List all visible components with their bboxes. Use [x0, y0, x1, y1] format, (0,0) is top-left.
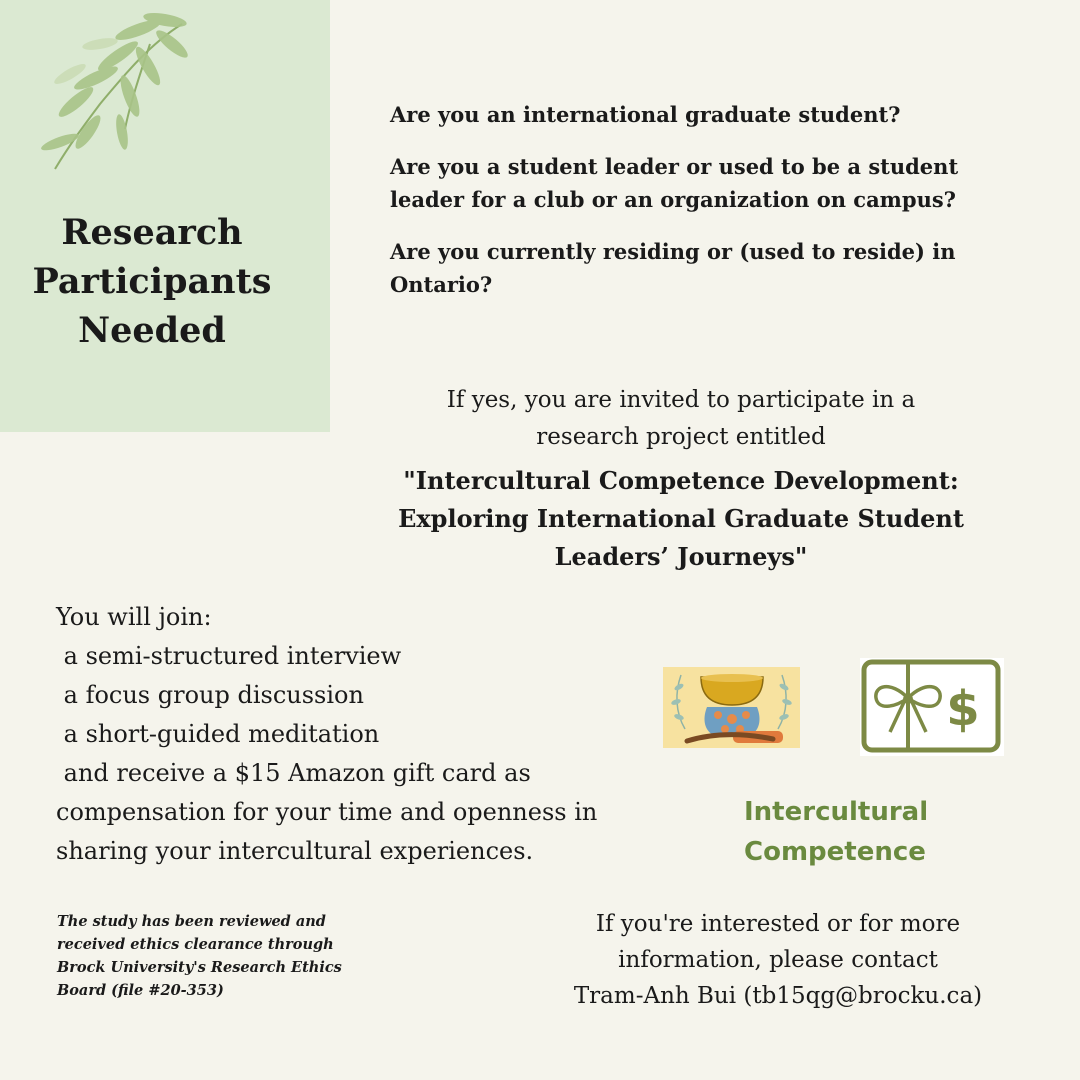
svg-text:$: $	[946, 681, 980, 737]
join-line: You will join:	[56, 603, 212, 631]
question-line: Are you an international graduate student?	[390, 102, 901, 127]
join-line: a short-guided meditation	[56, 720, 380, 748]
question	[390, 150, 1070, 216]
intercultural-competence-label	[744, 792, 964, 872]
join-line: a semi-structured interview	[56, 642, 402, 670]
invite-line: If yes, you are invited to participate in a	[446, 387, 916, 413]
invitation-text	[366, 382, 996, 456]
contact-info	[556, 906, 1000, 1014]
ethics-line: Board (file #20-353)	[57, 982, 224, 999]
ethics-line: received ethics clearance through	[57, 936, 334, 953]
contact-line: information, please contact	[618, 947, 938, 973]
label-line: Competence	[744, 837, 926, 867]
leaves-decoration-icon	[30, 4, 200, 174]
page-title	[0, 208, 304, 355]
join-line: sharing your intercultural experiences.	[56, 837, 534, 865]
project-title-line: Leaders’ Journeys"	[554, 542, 808, 571]
invite-line: research project entitled	[536, 424, 826, 450]
ethics-line: Brock University's Research Ethics	[57, 959, 342, 976]
participation-details	[56, 598, 696, 871]
title-line: Needed	[78, 310, 226, 351]
eligibility-questions	[390, 98, 1070, 320]
join-line: compensation for your time and openness in	[56, 798, 598, 826]
question	[390, 98, 1070, 131]
meditation-bowl-icon	[663, 667, 800, 748]
contact-email: Tram-Anh Bui (tb15qg@brocku.ca)	[573, 983, 983, 1009]
join-line: and receive a $15 Amazon gift card as	[56, 759, 531, 787]
project-title-line: Exploring International Graduate Student	[398, 504, 964, 533]
join-line: a focus group discussion	[56, 681, 364, 709]
project-title-line: "Intercultural Competence Development:	[403, 466, 959, 495]
ethics-note	[57, 910, 387, 1002]
question-line: Are you currently residing or (used to reside) in	[390, 239, 956, 264]
question	[390, 235, 1070, 301]
question-line: Are you a student leader or used to be a student	[390, 154, 959, 179]
title-line: Participants	[32, 261, 272, 302]
contact-line: If you're interested or for more	[595, 911, 961, 937]
question-line: Ontario?	[390, 272, 493, 297]
project-title	[356, 462, 1006, 576]
title-line: Research	[61, 212, 243, 253]
question-line: leader for a club or an organization on campus?	[390, 187, 956, 212]
ethics-line: The study has been reviewed and	[57, 913, 326, 930]
title-panel	[0, 0, 330, 432]
label-line: Intercultural	[744, 797, 929, 827]
gift-card-dollar-icon	[860, 658, 1004, 756]
